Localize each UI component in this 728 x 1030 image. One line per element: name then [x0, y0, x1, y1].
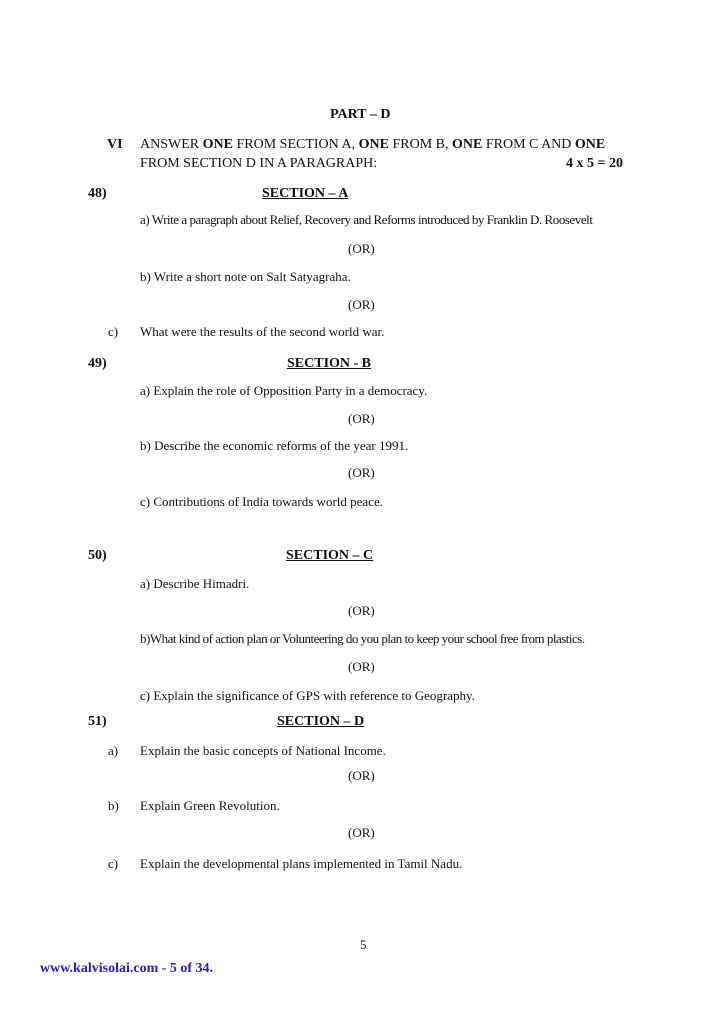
instruction-emphasis: ONE [202, 137, 233, 152]
or-label: (OR) [348, 659, 375, 674]
question-number: 49) [88, 356, 107, 371]
footer-link[interactable]: www.kalvisolai.com - 5 of 34. [40, 961, 214, 976]
instruction-text: FROM SECTION A, [232, 137, 359, 152]
instruction-emphasis: ONE [574, 137, 606, 152]
or-label: (OR) [348, 465, 375, 480]
question-option: a) Write a paragraph about Relief, Recovery and Reforms introduced by Franklin D. Roosevelt [140, 212, 593, 227]
instruction-text: FROM B, [388, 137, 452, 152]
question-option: b) Describe the economic reforms of the year 1991. [140, 438, 409, 453]
question-option: b)What kind of action plan or Volunteering do you plan to keep your school free from plastics. [140, 631, 585, 646]
or-label: (OR) [348, 411, 375, 426]
question-option: Explain Green Revolution. [140, 798, 280, 813]
or-label: (OR) [348, 603, 375, 618]
instruction-emphasis: ONE [358, 137, 389, 152]
option-label: c) [108, 856, 119, 871]
question-number: 50) [88, 548, 107, 563]
question-option: Explain the developmental plans implemented in Tamil Nadu. [140, 856, 463, 871]
question-number: 48) [88, 186, 107, 201]
instruction-text: FROM C AND [482, 137, 575, 152]
or-label: (OR) [348, 825, 375, 840]
question-option: Explain the basic concepts of National Income. [140, 743, 386, 758]
question-option: c) Explain the significance of GPS with reference to Geography. [140, 688, 475, 703]
or-label: (OR) [348, 241, 375, 256]
page-number: 5 [360, 937, 367, 952]
question-option: b) Write a short note on Salt Satyagraha. [140, 269, 351, 284]
question-option: c) Contributions of India towards world peace. [140, 494, 383, 509]
or-label: (OR) [348, 768, 375, 783]
option-label: a) [108, 743, 119, 758]
section-heading: SECTION – D [277, 714, 365, 729]
instruction-text: ANSWER [140, 137, 203, 152]
question-option: a) Describe Himadri. [140, 576, 250, 591]
option-label: b) [108, 798, 119, 813]
instruction-line-2: FROM SECTION D IN A PARAGRAPH: [140, 156, 378, 171]
marks-allocation: 4 x 5 = 20 [566, 156, 623, 171]
instruction-emphasis: ONE [451, 137, 483, 152]
section-heading: SECTION - B [287, 356, 372, 371]
part-title: PART – D [330, 107, 391, 122]
question-option: What were the results of the second world war. [140, 324, 385, 339]
instruction-line-1 [140, 137, 605, 153]
or-label: (OR) [348, 297, 375, 312]
question-group-number: VI [107, 137, 123, 152]
question-option: a) Explain the role of Opposition Party in a democracy. [140, 383, 428, 398]
question-number: 51) [88, 714, 107, 729]
section-heading: SECTION – C [286, 548, 374, 563]
option-label: c) [108, 324, 119, 339]
section-heading: SECTION – A [262, 186, 349, 201]
